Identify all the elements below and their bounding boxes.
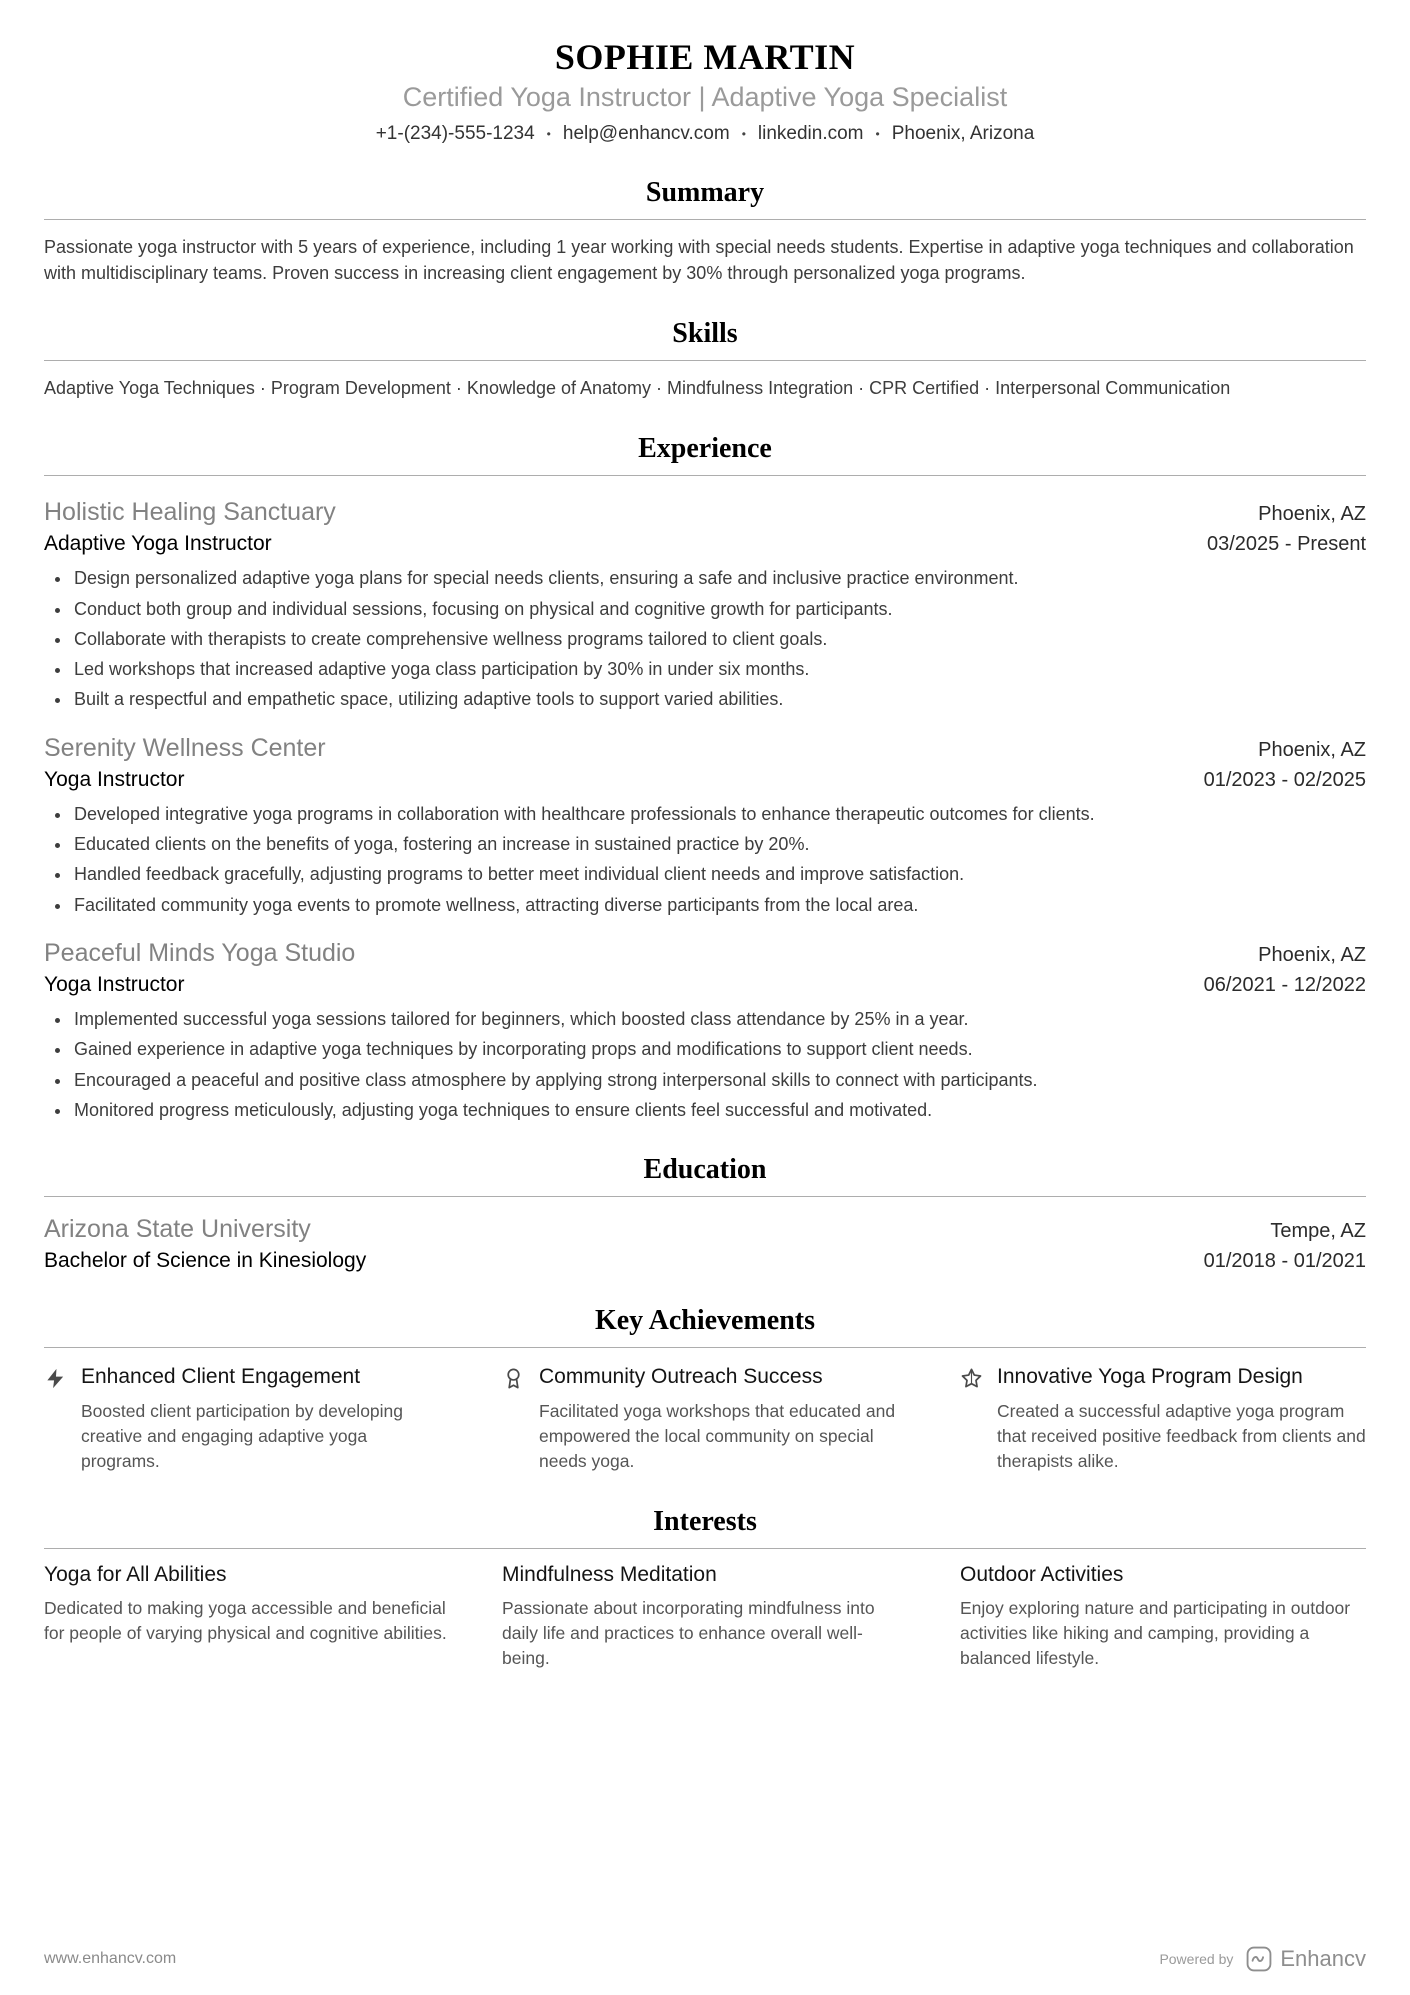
job-role: Yoga Instructor bbox=[44, 972, 185, 996]
education-dates: 01/2018 - 01/2021 bbox=[1203, 1250, 1366, 1273]
enhancv-logo-icon bbox=[1245, 1945, 1273, 1973]
job-bullets bbox=[44, 566, 1366, 711]
education-section bbox=[44, 1154, 1366, 1273]
achievement-item bbox=[502, 1364, 908, 1474]
achievement-item bbox=[44, 1364, 450, 1474]
resume-header bbox=[44, 36, 1366, 145]
location-text: Phoenix, Arizona bbox=[891, 123, 1035, 144]
interest-title: Outdoor Activities bbox=[960, 1562, 1124, 1586]
achievement-text: Created a successful adaptive yoga program that received positive feedback from clients and therapists alike. bbox=[997, 1401, 1366, 1472]
summary-section bbox=[44, 177, 1366, 286]
job-role: Adaptive Yoga Instructor bbox=[44, 532, 272, 556]
interest-title: Mindfulness Meditation bbox=[502, 1562, 717, 1586]
achievement-text: Facilitated yoga workshops that educated and empowered the local community on special needs yoga. bbox=[539, 1401, 896, 1472]
job-bullet: • Facilitated community yoga events to promote wellness, attracting diverse participants from the local area. bbox=[72, 893, 1366, 917]
interests-heading: Interests bbox=[44, 1506, 1366, 1549]
skills-heading: Skills bbox=[44, 318, 1366, 361]
job-entry bbox=[44, 498, 1366, 711]
job-bullet: • Conduct both group and individual sessions, focusing on physical and cognitive growth for participants. bbox=[72, 597, 1366, 621]
company-name: Serenity Wellness Center bbox=[44, 733, 326, 762]
job-location: Phoenix, AZ bbox=[1258, 503, 1366, 526]
interest-item bbox=[502, 1563, 908, 1671]
job-bullet: • Gained experience in adaptive yoga techniques by incorporating props and modifications to support client needs. bbox=[72, 1037, 1366, 1061]
job-dates: 06/2021 - 12/2022 bbox=[1203, 973, 1366, 996]
website-link[interactable]: www.enhancv.com bbox=[44, 1950, 177, 1967]
job-bullet: • Educated clients on the benefits of yoga, fostering an increase in sustained practice by 20%. bbox=[72, 832, 1366, 856]
interest-item bbox=[44, 1563, 450, 1671]
achievement-title: Community Outreach Success bbox=[539, 1365, 823, 1389]
linkedin-link[interactable]: linkedin.com bbox=[757, 123, 864, 144]
job-location: Phoenix, AZ bbox=[1258, 738, 1366, 761]
job-dates: 01/2023 - 02/2025 bbox=[1203, 768, 1366, 791]
phone-number: +1-(234)-555-1234 bbox=[375, 123, 535, 144]
achievement-title: Innovative Yoga Program Design bbox=[997, 1365, 1303, 1389]
degree-name: Bachelor of Science in Kinesiology bbox=[44, 1249, 367, 1273]
job-bullet: • Collaborate with therapists to create comprehensive wellness programs tailored to client goals. bbox=[72, 627, 1366, 651]
achievements-heading: Key Achievements bbox=[44, 1305, 1366, 1348]
job-bullet: • Led workshops that increased adaptive yoga class participation by 30% in under six months. bbox=[72, 657, 1366, 681]
job-bullet: • Design personalized adaptive yoga plans for special needs clients, ensuring a safe and inclusive practice environment. bbox=[72, 566, 1366, 590]
job-bullet: • Implemented successful yoga sessions tailored for beginners, which boosted class attendance by 25% in a year. bbox=[72, 1007, 1366, 1031]
enhancv-logo[interactable] bbox=[1245, 1945, 1366, 1973]
achievement-title: Enhanced Client Engagement bbox=[81, 1365, 361, 1389]
skills-section bbox=[44, 318, 1366, 401]
job-bullets bbox=[44, 802, 1366, 917]
job-bullet: • Encouraged a peaceful and positive class atmosphere by applying strong interpersonal skills to connect with participants. bbox=[72, 1068, 1366, 1092]
school-location: Tempe, AZ bbox=[1270, 1220, 1366, 1243]
lightning-icon bbox=[44, 1364, 68, 1390]
school-name: Arizona State University bbox=[44, 1215, 311, 1244]
interests-section bbox=[44, 1506, 1366, 1671]
medal-icon bbox=[502, 1364, 526, 1390]
education-entry bbox=[44, 1215, 1366, 1273]
person-headline: Certified Yoga Instructor | Adaptive Yoga Specialist bbox=[402, 82, 1008, 112]
job-bullet: • Monitored progress meticulously, adjusting yoga techniques to ensure clients feel successful and motivated. bbox=[72, 1098, 1366, 1122]
company-name: Holistic Healing Sanctuary bbox=[44, 498, 336, 527]
interest-text: Dedicated to making yoga accessible and beneficial for people of varying physical and cognitive abilities. bbox=[44, 1597, 447, 1643]
contact-row bbox=[44, 123, 1366, 145]
summary-text: Passionate yoga instructor with 5 years of experience, including 1 year working with special needs students. Expertise in adaptive yoga techniques and collaboration with multidisciplinary teams. Proven success in increasing client engagement by 30% through personalized yoga programs. bbox=[44, 237, 1354, 284]
interest-text: Enjoy exploring nature and participating in outdoor activities like hiking and camping, providing a balanced lifestyle. bbox=[960, 1597, 1351, 1668]
enhancv-brand-name: Enhancv bbox=[1280, 1946, 1366, 1971]
dot-separator-icon: • bbox=[875, 127, 880, 141]
job-dates: 03/2025 - Present bbox=[1207, 533, 1366, 556]
person-name: SOPHIE MARTIN bbox=[554, 37, 856, 77]
achievement-text: Boosted client participation by developing creative and engaging adaptive yoga programs. bbox=[81, 1401, 404, 1472]
job-bullets bbox=[44, 1007, 1366, 1122]
job-bullet: • Developed integrative yoga programs in collaboration with healthcare professionals to enhance therapeutic outcomes for clients. bbox=[72, 802, 1366, 826]
page-footer bbox=[44, 1945, 1366, 1973]
star-icon bbox=[960, 1364, 984, 1390]
interest-item bbox=[960, 1563, 1366, 1671]
company-name: Peaceful Minds Yoga Studio bbox=[44, 938, 356, 967]
experience-heading: Experience bbox=[44, 433, 1366, 476]
dot-separator-icon: • bbox=[546, 127, 551, 141]
job-bullet: • Handled feedback gracefully, adjusting programs to better meet individual client needs and improve satisfaction. bbox=[72, 862, 1366, 886]
achievements-section bbox=[44, 1305, 1366, 1474]
education-heading: Education bbox=[44, 1154, 1366, 1197]
job-entry bbox=[44, 734, 1366, 917]
interest-text: Passionate about incorporating mindfulness into daily life and practices to enhance overall well-being. bbox=[502, 1597, 875, 1668]
dot-separator-icon: • bbox=[741, 127, 746, 141]
powered-by-label: Powered by bbox=[1159, 1951, 1234, 1967]
job-bullet: • Built a respectful and empathetic space, utilizing adaptive tools to support varied abilities. bbox=[72, 687, 1366, 711]
email-link[interactable]: help@enhancv.com bbox=[562, 123, 730, 144]
skills-list: Adaptive Yoga Techniques · Program Development · Knowledge of Anatomy · Mindfulness Integration · CPR Certified · Interpersonal Communication bbox=[44, 378, 1231, 399]
job-role: Yoga Instructor bbox=[44, 767, 185, 791]
job-location: Phoenix, AZ bbox=[1258, 943, 1366, 966]
achievement-item bbox=[960, 1364, 1366, 1474]
interest-title: Yoga for All Abilities bbox=[44, 1562, 227, 1586]
summary-heading: Summary bbox=[44, 177, 1366, 220]
experience-section bbox=[44, 433, 1366, 1122]
job-entry bbox=[44, 939, 1366, 1122]
